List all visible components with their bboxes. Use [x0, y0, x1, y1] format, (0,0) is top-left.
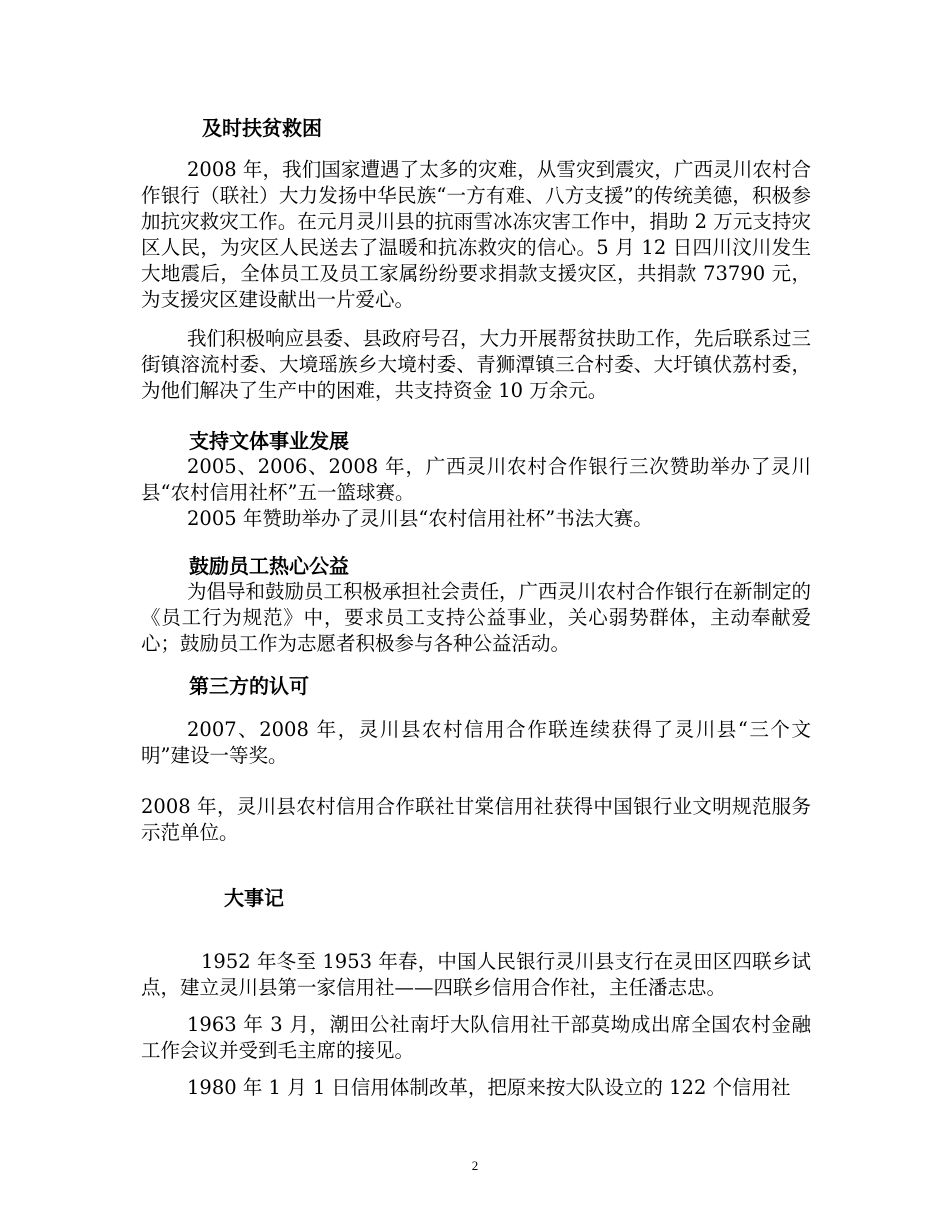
paragraph-national-conference: 1963 年 3 月，潮田公社南圩大队信用社干部莫坳成出席全国农村金融工作会议并受到毛主席的接见。: [141, 1013, 811, 1062]
paragraph-first-credit-cooperative: 1952 年冬至 1953 年春，中国人民银行灵川县支行在灵田区四联乡试点，建立灵川县第一家信用社——四联乡信用合作社，主任潘志忠。: [141, 950, 811, 999]
section-heading-public-welfare: 鼓励员工热心公益: [189, 554, 349, 578]
paragraph-calligraphy-sponsorship: 2005 年赞助举办了灵川县“农村信用社杯”书法大赛。: [187, 507, 653, 530]
section-heading-culture-sports: 支持文体事业发展: [189, 429, 349, 453]
paragraph-disaster-relief: 2008 年，我们国家遭遇了太多的灾难，从雪灾到震灾，广西灵川农村合作银行（联社）大力发扬中华民族“一方有难、八方支援”的传统美德，积极参加抗灾救灾工作。在元月灵川县的抗雨雪冰冻灾害工作中，捐助 2 万元支持灾区人民，为灾区人民送去了温暖和抗冻救灾的信心。5 月 12 日四川汶川发生大地震后，全体员工及员工家属纷纷要求捐款支援灾区，共捐款 73790 元，为支援灾区建设献出一片爱心。: [141, 158, 811, 311]
section-heading-third-party-recognition: 第三方的认可: [189, 674, 309, 698]
section-heading-major-events: 大事记: [224, 886, 284, 910]
paragraph-civilization-award: 2007、2008 年，灵川县农村信用合作联连续获得了灵川县“三个文明”建设一等奖。: [141, 718, 811, 767]
paragraph-system-reform: 1980 年 1 月 1 日信用体制改革，把原来按大队设立的 122 个信用社: [187, 1076, 791, 1099]
section-heading-poverty-relief: 及时扶贫救困: [202, 116, 322, 140]
paragraph-employee-conduct: 为倡导和鼓励员工积极承担社会责任，广西灵川农村合作银行在新制定的《员工行为规范》中，要求员工支持公益事业，关心弱势群体，主动奉献爱心；鼓励员工作为志愿者积极参与各种公益活动。: [141, 580, 812, 655]
page-number: 2: [471, 1158, 479, 1173]
paragraph-service-model-unit: 2008 年，灵川县农村信用合作联社甘棠信用社获得中国银行业文明规范服务示范单位。: [141, 795, 811, 844]
paragraph-poverty-assistance: 我们积极响应县委、县政府号召，大力开展帮贫扶助工作，先后联系过三街镇溶流村委、大境瑶族乡大境村委、青狮潭镇三合村委、大圩镇伏荔村委，为他们解决了生产中的困难，共支持资金 10 万余元。: [141, 327, 812, 402]
paragraph-basketball-sponsorship: 2005、2006、2008 年，广西灵川农村合作银行三次赞助举办了灵川县“农村信用社杯”五一篮球赛。: [141, 455, 811, 504]
